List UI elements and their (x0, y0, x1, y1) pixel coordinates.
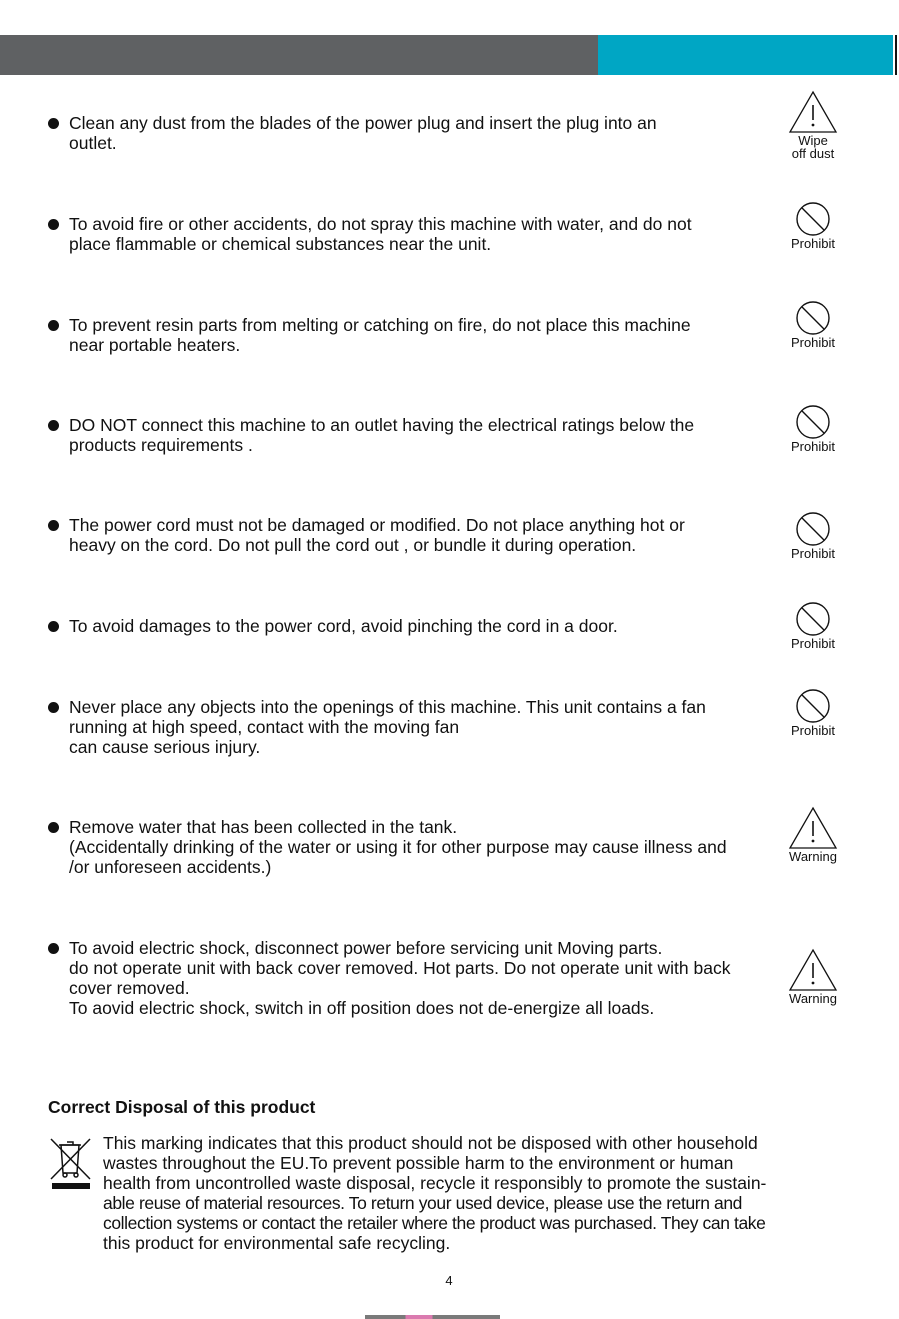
warning-sign (782, 948, 844, 1005)
print-registration-mark (365, 1315, 500, 1319)
prohibit-icon (795, 201, 831, 237)
bullet-icon (48, 320, 59, 331)
prohibit-icon (795, 300, 831, 336)
safety-item-text: Remove water that has been collected in the tank. (Accidentally drinking of the water or using it for other purpose may cause illness and /or unforeseen accidents.) (69, 817, 727, 877)
prohibit-sign (782, 601, 844, 650)
warning-triangle-icon (788, 948, 838, 992)
header-bar (0, 35, 897, 75)
sign-label: Prohibit (790, 723, 836, 738)
safety-item-text: To avoid electric shock, disconnect power before servicing unit Moving parts. do not operate unit with back cover removed. Hot parts. Do not operate unit with back cover removed. To aovid electric shock, switch in off position does not de-energize all loads. (69, 938, 731, 1018)
disposal-line: health from uncontrolled waste disposal, recycle it responsibly to promote the sustain- (103, 1173, 767, 1193)
bullet-icon (48, 702, 59, 713)
header-gray-band (0, 35, 598, 75)
warning-sign (782, 90, 844, 160)
sign-label: Wipe off dust (791, 133, 835, 161)
sign-label: Prohibit (790, 546, 836, 561)
bullet-icon (48, 219, 59, 230)
bullet-icon (48, 621, 59, 632)
prohibit-sign (782, 201, 844, 250)
warning-triangle-icon (788, 90, 838, 134)
prohibit-icon (795, 404, 831, 440)
disposal-line: this product for environmental safe recycling. (103, 1233, 451, 1253)
disposal-line: able reuse of material resources. To return your used device, please use the return and (103, 1193, 743, 1213)
bullet-icon (48, 520, 59, 531)
bullet-icon (48, 822, 59, 833)
prohibit-sign (782, 300, 844, 349)
sign-label: Prohibit (790, 236, 836, 251)
bullet-icon (48, 420, 59, 431)
bullet-icon (48, 943, 59, 954)
prohibit-icon (795, 601, 831, 637)
header-edge-line (895, 35, 897, 75)
safety-item-text: Clean any dust from the blades of the power plug and insert the plug into an outlet. (69, 113, 657, 153)
page-number: 4 (445, 1273, 453, 1288)
disposal-title: Correct Disposal of this product (48, 1097, 316, 1117)
safety-item-text: To prevent resin parts from melting or catching on fire, do not place this machine near portable heaters. (69, 315, 691, 355)
sign-label: Warning (789, 849, 837, 864)
disposal-line: wastes throughout the EU.To prevent possible harm to the environment or human (103, 1153, 734, 1173)
disposal-line: This marking indicates that this product should not be disposed with other household (103, 1133, 758, 1153)
sign-label: Prohibit (790, 335, 836, 350)
header-accent-band (598, 35, 893, 75)
warning-triangle-icon (788, 806, 838, 850)
safety-item-text: Never place any objects into the openings of this machine. This unit contains a fan running at high speed, contact with the moving fan can cause serious injury. (69, 697, 706, 757)
safety-item-text: To avoid fire or other accidents, do not spray this machine with water, and do not place flammable or chemical substances near the unit. (69, 214, 692, 254)
disposal-line: collection systems or contact the retailer where the product was purchased. They can take (103, 1213, 766, 1233)
sign-label: Prohibit (790, 636, 836, 651)
safety-item-text: The power cord must not be damaged or modified. Do not place anything hot or heavy on the cord. Do not pull the cord out , or bundle it during operation. (69, 515, 685, 555)
sign-label: Warning (789, 991, 837, 1006)
prohibit-icon (795, 511, 831, 547)
prohibit-sign (782, 511, 844, 560)
bullet-icon (48, 118, 59, 129)
disposal-text (103, 1133, 843, 1253)
prohibit-sign (782, 688, 844, 737)
sign-label: Prohibit (790, 439, 836, 454)
warning-sign (782, 806, 844, 863)
safety-item-text: To avoid damages to the power cord, avoid pinching the cord in a door. (69, 616, 618, 636)
prohibit-sign (782, 404, 844, 453)
weee-crossed-bin-icon (48, 1135, 94, 1191)
prohibit-icon (795, 688, 831, 724)
safety-item-text: DO NOT connect this machine to an outlet having the electrical ratings below the products requirements . (69, 415, 695, 455)
